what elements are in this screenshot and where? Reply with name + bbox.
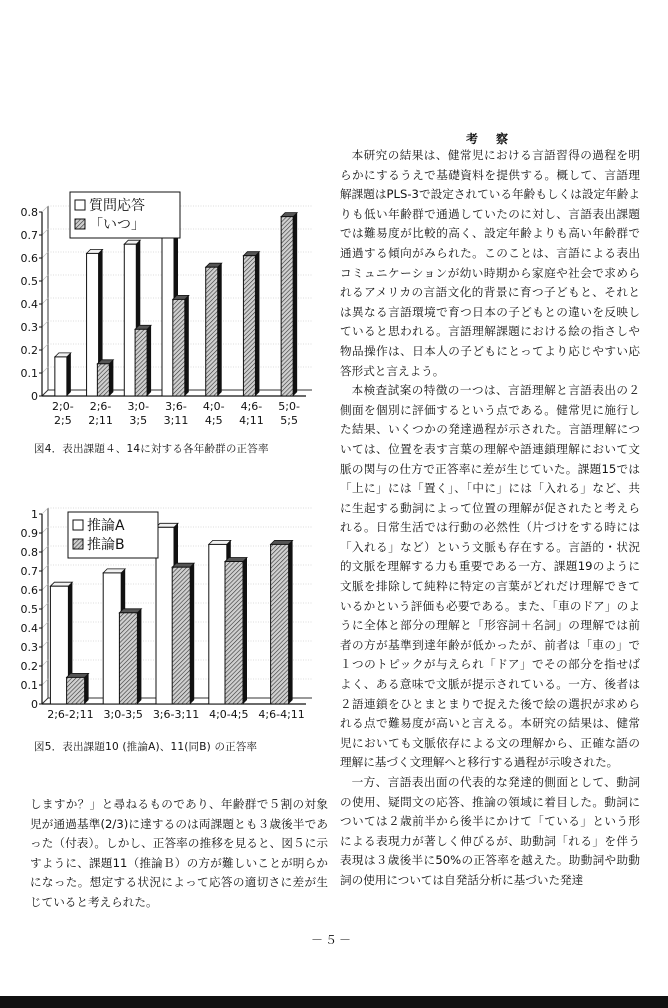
legend-swatch-1: [73, 539, 83, 549]
gridline-side: [42, 275, 48, 281]
legend-label-1: 推論B: [87, 537, 125, 553]
bar-1: [67, 677, 85, 704]
legend-label-0: 推論A: [87, 518, 125, 534]
y-tick-label: 0.7: [20, 565, 38, 578]
x-tick-label: 4;6-4;11: [258, 708, 305, 721]
y-tick-label: 0.6: [20, 252, 38, 265]
legend-swatch-1: [75, 219, 85, 229]
bar-side-1: [243, 558, 247, 705]
y-tick-label: 0.9: [20, 527, 38, 540]
right-column-text: [340, 146, 640, 891]
gridline-side: [42, 206, 48, 212]
bar-1: [172, 567, 190, 704]
bar-0: [124, 244, 136, 396]
bar-top-0: [103, 569, 125, 573]
x-tick-label: 4;5: [204, 414, 223, 426]
gridline-side: [42, 641, 48, 647]
bar-top-1: [119, 609, 141, 613]
x-tick-label: 4;0-: [202, 400, 225, 413]
bar-side-1: [109, 360, 113, 396]
bar-1: [243, 256, 255, 396]
legend-label-0: 質問応答: [89, 198, 145, 214]
x-tick-label: 4;11: [239, 414, 264, 426]
bar-1: [97, 364, 109, 396]
gridline-side: [42, 584, 48, 590]
gridline-side: [42, 527, 48, 533]
scan-edge-bar: [0, 996, 668, 1008]
bar-top-1: [271, 540, 293, 544]
bar-0: [50, 586, 68, 704]
gridline-side: [42, 679, 48, 685]
x-tick-label: 5;0-: [278, 400, 300, 413]
paragraph-1: 本研究の結果は、健常児における言語習得の過程を明らかにするうえで基礎資料を提供する。概して、言語理解課題はPLS-3で設定されている年齢もしくは設定年齢よりも低い年齢群で通過していたのに対し、言語表出課題では難易度が比較的高く、設定年齢よりも高い年齢群で通過する傾向がみられた。このことは、言語による表出コミュニケーションが幼い時期から家庭や社会で求められるアメリカの言語文化的背景に育つ子どもと、それとは異なる言語環境で育つ日本の子どもとの違いを反映していると思われる。言語理解課題における絵の指さしや物品操作は、日本人の子どもにとってより応じやすい応答形式と言えよう。: [340, 148, 640, 378]
x-tick-label: 3;11: [163, 414, 189, 426]
bar-1: [135, 329, 147, 396]
bar-side-1: [293, 213, 297, 396]
y-tick-label: 1: [31, 508, 38, 521]
figure-5-chart: [20, 496, 330, 732]
y-tick-label: 0.5: [20, 275, 38, 288]
figure-5-caption: 図5．表出課題10 (推論A)、11(同B) の正答率: [34, 741, 258, 753]
y-tick-label: 0.1: [20, 367, 38, 380]
y-tick-label: 0: [31, 698, 38, 711]
legend-swatch-0: [73, 520, 83, 530]
gridline-side: [42, 367, 48, 373]
x-tick-label: 5;5: [280, 414, 298, 426]
bar-top-1: [225, 558, 247, 562]
x-tick-label: 4;0-4;5: [209, 708, 249, 721]
bar-0: [162, 235, 174, 396]
y-tick-label: 0.5: [20, 603, 38, 616]
bar-side-1: [190, 563, 194, 704]
x-tick-label: 3;6-: [165, 400, 187, 413]
gridline-side: [42, 603, 48, 609]
bar-0: [103, 573, 121, 704]
bar-side-1: [289, 540, 293, 704]
y-tick-label: 0.7: [20, 229, 38, 242]
gridline-side: [42, 622, 48, 628]
bar-0: [156, 527, 174, 704]
y-tick-label: 0: [31, 390, 38, 403]
bar-0: [55, 357, 67, 396]
x-tick-label: 2;6-: [89, 400, 112, 413]
bar-side-1: [218, 263, 222, 396]
bar-side-1: [255, 252, 259, 396]
bar-0: [87, 253, 99, 396]
x-tick-label: 2;0-: [52, 400, 74, 413]
gridline-side: [42, 298, 48, 304]
legend-label-1: 「いつ」: [89, 217, 145, 233]
x-tick-label: 3;6-3;11: [152, 708, 200, 721]
x-tick-label: 3;5: [129, 414, 148, 426]
x-tick-label: 2;5: [54, 414, 72, 426]
y-tick-label: 0.6: [20, 584, 38, 597]
paragraph-2: 本検査試案の特徴の一つは、言語理解と言語表出の２側面を個別に評価するという点である。健常児に施行した結果、いくつかの発達過程が示された。言語理解については、位置を表す言葉の理解や語連鎖理解において文脈の関与の仕方で正答率に差が生じていた。課題15では「上に」には「置く」、「中に」には「入れる」など、共に生起する動詞によって位置の理解が促されたと考えられる。日常生活では行動の必然性（片づけをする時には「入れる」など）という文脈も存在する。言語的・状況的文脈を理解する力も重要である一方、課題19のように文脈を排除して純粋に特定の言葉がどれだけ理解できているかという評価も必要である。また、「車のドア」のように全体と部分の理解と「形容詞＋名詞」の理解では前者の方が基準到達年齢が低かったが、前者は「車の」で１つのトピックが与えられ「ドア」でその部分を指せばよく、ある意味で文脈が提示されている。一方、後者は２語連鎖をひとまとまりで捉えた後で絵の選択が求められる点で難易度が高いと言える。本研究の結果は、健常児においても文脈依存による文の理解から、正確な語の理解に基づく文理解へと移行する過程が示唆された。: [340, 383, 640, 770]
bar-top-0: [50, 582, 72, 586]
gridline-side: [42, 229, 48, 235]
bar-1: [225, 562, 243, 705]
bar-top-1: [67, 673, 89, 677]
gridline-side: [42, 660, 48, 666]
left-column-text: [30, 795, 328, 913]
bar-0: [209, 544, 227, 704]
bar-top-0: [156, 523, 178, 527]
y-tick-label: 0.3: [20, 321, 38, 334]
bar-side-1: [137, 609, 141, 704]
y-tick-label: 0.4: [20, 622, 38, 635]
paragraph-3: 一方、言語表出面の代表的な発達的側面として、動詞の使用、疑問文の応答、推論の領域に着目した。動詞については２歳前半から後半にかけて「ている」という形による表現力が著しく伸びるが、助動詞「れる」を伴う表現は３歳後半に50%の正答率を越えた。助動詞や助動詞の使用については自発話分析に基づいた発達: [340, 775, 640, 887]
gridline-side: [42, 508, 48, 514]
bar-1: [281, 217, 293, 396]
page-number: －５－: [311, 933, 354, 947]
gridline-side: [42, 321, 48, 327]
bar-side-0: [67, 353, 71, 396]
x-tick-label: 3;0-: [127, 400, 150, 413]
x-tick-label: 3;0-3;5: [103, 708, 143, 721]
x-tick-label: 2;6-2;11: [47, 708, 94, 721]
y-tick-label: 0.4: [20, 298, 38, 311]
bar-side-1: [147, 325, 151, 396]
left-paragraph: しますか？」と尋ねるものであり、年齢群で５割の対象児が通過基準(2/3)に達するのは両課題とも３歳後半であった（付表）。しかし、正答率の推移を見ると、図５に示すように、課題11（推論Ｂ）の方が難しいことが明らかになった。想定する状況によって応答の適切さに差が生じていると考えられた。: [30, 797, 328, 909]
figure-4-caption: 図4．表出課題４、14に対する各年齢群の正答率: [34, 443, 269, 455]
bar-top-0: [209, 540, 231, 544]
legend-swatch-0: [75, 200, 85, 210]
y-tick-label: 0.8: [20, 546, 38, 559]
x-tick-label: 4;6-: [240, 400, 263, 413]
x-tick-label: 2;11: [88, 414, 113, 426]
gridline-side: [42, 252, 48, 258]
bar-1: [271, 544, 289, 704]
section-title: 考察: [466, 132, 527, 146]
bar-top-1: [172, 563, 194, 567]
gridline-side: [42, 546, 48, 552]
y-tick-label: 0.1: [20, 679, 38, 692]
bar-1: [206, 267, 218, 396]
bar-1: [173, 299, 185, 396]
figure-4-chart: [20, 186, 330, 426]
y-tick-label: 0.3: [20, 641, 38, 654]
y-tick-label: 0.2: [20, 660, 38, 673]
bar-1: [119, 613, 137, 704]
gridline-side: [42, 565, 48, 571]
y-tick-label: 0.2: [20, 344, 38, 357]
bar-side-1: [85, 673, 89, 704]
y-tick-label: 0.8: [20, 206, 38, 219]
gridline-side: [42, 344, 48, 350]
bar-side-1: [185, 295, 189, 396]
